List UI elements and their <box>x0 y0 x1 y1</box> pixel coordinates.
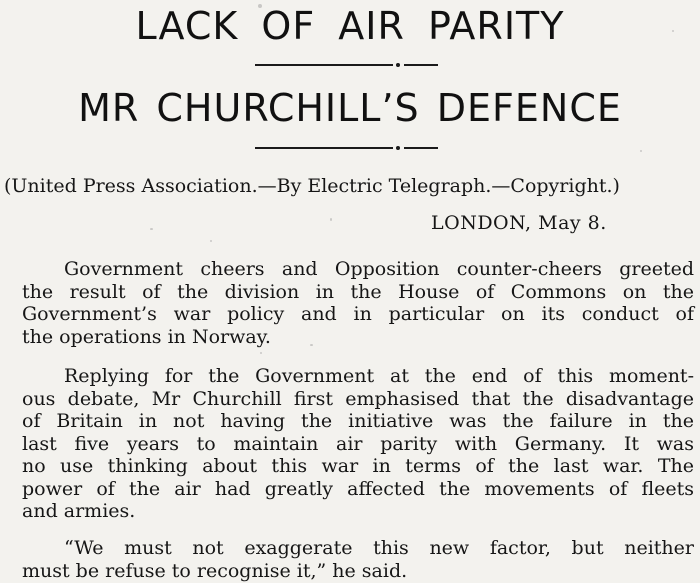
print-speck <box>310 344 313 346</box>
article-paragraph <box>22 537 694 582</box>
print-speck <box>258 4 262 8</box>
paragraph-line: no use thinking about this war in terms of the last war. The <box>22 455 694 477</box>
paragraph-line: the result of the division in the House of Commons on the <box>22 280 694 303</box>
paragraph-line: ous debate, Mr Churchill first emphasised that the disadvantage <box>22 387 694 410</box>
print-speck <box>150 228 153 230</box>
headline-secondary: MR CHURCHILL’S DEFENCE <box>78 86 622 130</box>
press-credit: (United Press Association.—By Electric Telegraph.—Copyright.) <box>4 175 620 197</box>
paragraph-line: of Britain in not having the initiative was the failure in the <box>22 410 694 432</box>
headline-rule <box>404 64 438 66</box>
paragraph-line: must be refuse to recognise it,” he said. <box>22 559 408 582</box>
subheadline-rule-dot <box>396 146 400 150</box>
headline-primary: LACK OF AIR PARITY <box>135 4 565 48</box>
paragraph-line: the operations in Norway. <box>22 325 271 348</box>
paragraph-line: power of the air had greatly affected the movements of fleets <box>22 477 694 500</box>
subheadline-rule <box>404 147 438 149</box>
article-paragraph <box>22 365 694 523</box>
subheadline-rule <box>255 147 393 149</box>
paragraph-line: Government’s war policy and in particular on its conduct of <box>22 303 694 325</box>
print-speck <box>210 240 212 242</box>
print-speck <box>330 218 332 221</box>
paragraph-line: Government cheers and Opposition counter-cheers greeted <box>64 258 694 280</box>
print-speck <box>260 352 262 354</box>
headline-rule-dot <box>396 63 400 67</box>
paragraph-line: last five years to maintain air parity with Germany. It was <box>22 432 694 455</box>
headline-rule <box>255 64 393 66</box>
paragraph-line: and armies. <box>22 500 136 522</box>
paragraph-line: “We must not exaggerate this new factor, but neither <box>64 537 694 559</box>
paragraph-line: Replying for the Government at the end of this moment- <box>64 365 694 387</box>
print-speck <box>672 30 674 32</box>
article-paragraph <box>22 258 694 348</box>
dateline: LONDON, May 8. <box>431 212 607 234</box>
print-speck <box>640 150 642 152</box>
